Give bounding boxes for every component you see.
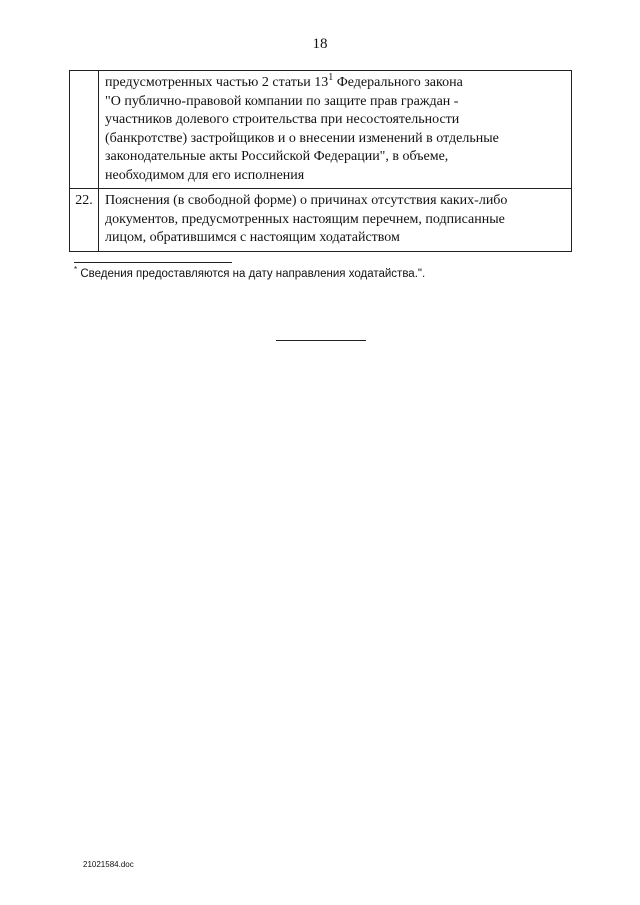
text-line-part: Федерального закона [333,75,463,90]
footnote-separator [74,262,232,263]
text-line: документов, предусмотренных настоящим перечнем, подписанные [105,211,505,227]
table-row [70,71,572,189]
document-file-id: 21021584.doc [83,860,134,869]
row-number-cell [70,71,99,189]
page-number: 18 [312,36,328,52]
table-row [70,189,572,252]
footnote-text: Сведения предоставляются на дату направления ходатайства.". [77,268,426,280]
text-line [105,74,565,93]
end-of-document-rule [276,340,366,341]
text-line: лицом, обратившимся с настоящим ходатайством [105,230,400,245]
text-line: "О публично-правовой компании по защите прав граждан - [105,93,459,109]
row-number-cell: 22. [70,189,99,252]
text-line: Пояснения (в свободной форме) о причинах отсутствия каких-либо [105,193,508,208]
row-text-cell [99,189,572,252]
text-line: (банкротстве) застройщиков и о внесении изменений в отдельные [105,130,499,146]
superscript-number: 1 [328,72,334,83]
text-line: законодательные акты Российской Федерации", в объеме, [105,149,449,164]
row-text-cell [99,71,572,189]
text-line-part: предусмотренных частью 2 статьи 13 [105,75,329,90]
footnote-marker: * [74,265,78,274]
text-line: участников долевого строительства при несостоятельности [105,112,460,127]
footnote [74,265,426,280]
text-line: необходимом для его исполнения [105,167,305,183]
document-table [69,70,572,252]
